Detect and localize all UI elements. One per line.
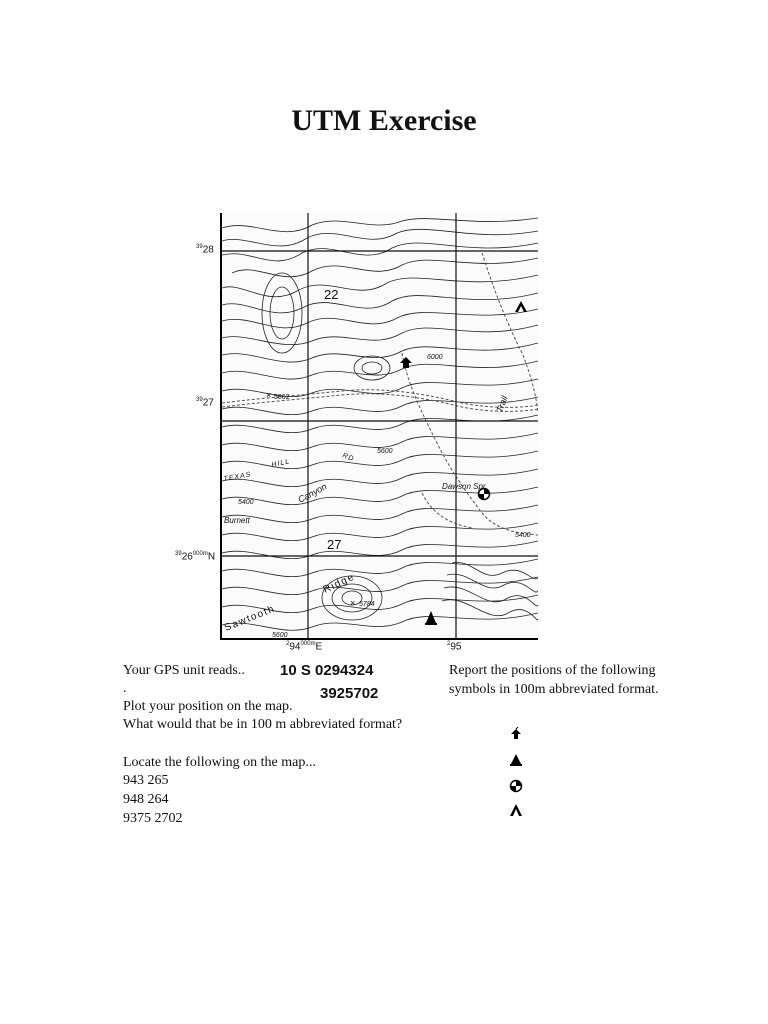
dawson-spr-label: Dawson Spr [442,482,486,491]
map-canvas[interactable] [220,213,538,640]
section-22-label: 22 [324,287,339,302]
coord-item: 9375 2702 [123,811,183,826]
elev-5400a-label: 5400 [238,499,254,506]
easting-label-94: $^294^{000m}E$ [286,641,323,653]
texas-label: TEXAS [223,471,252,483]
school-icon [509,727,523,741]
ridge-label: Ridge [321,571,357,596]
lookout-icon [515,301,527,312]
contour-lines [222,218,538,630]
dot: . [123,681,127,696]
northing-label-28: $^{39}$28 [196,244,214,256]
plot-instruction: Plot your position on the map. [123,699,293,714]
spring-icon [509,779,523,793]
contour-map-svg [222,213,538,638]
elev-5600b-label: 5600 [272,632,288,638]
campground-icon [509,753,523,767]
coord-item: 948 264 [123,792,169,807]
northing-label-27: $^{39}$27 [196,397,214,409]
elev-5784-label: 5784 [359,601,375,608]
burnett-label: Burnett [224,516,250,525]
rd-label: RD [341,452,356,464]
northing-label-26: $^{39}26^{000m}N$ [175,551,216,563]
elev-6000-label: 6000 [427,354,443,361]
elev-5600-label: 5600 [377,448,393,455]
campground-icon [425,611,437,625]
topographic-map[interactable] [175,213,536,653]
canyon-label: Canyon [296,481,329,505]
report-instruction-line1: Report the positions of the following [449,663,656,678]
gps-reading-northing: 3925702 [320,685,379,702]
page-title: UTM Exercise [291,104,477,137]
svg-text:×: × [266,390,272,400]
report-instruction-line2: symbols in 100m abbreviated format. [449,682,659,697]
hill-label: HILL [270,458,291,469]
elev-5400b-label: 5400 [515,532,531,539]
elev-5862-label: 5862 [274,394,290,401]
gps-reading-easting: 10 S 0294324 [280,662,374,679]
locate-instruction: Locate the following on the map... [123,755,316,770]
svg-text:×: × [350,598,356,608]
sawtooth-label: Sawtooth [223,603,277,634]
coord-item: 943 265 [123,773,169,788]
lookout-icon [509,803,523,817]
trail-label: Trail [494,394,510,414]
easting-label-95: $^2$95 [447,641,462,653]
abbreviated-format-question: What would that be in 100 m abbreviated format? [123,717,403,732]
gps-intro: Your GPS unit reads.. [123,663,245,678]
map-symbols [266,301,527,625]
section-27-label: 27 [327,537,342,552]
